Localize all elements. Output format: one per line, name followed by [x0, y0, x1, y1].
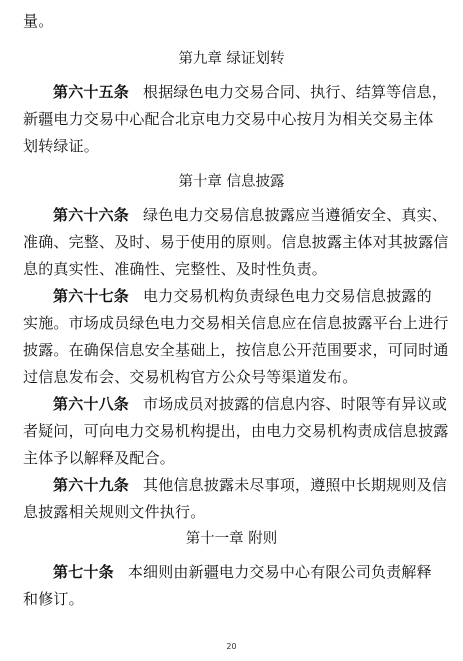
paragraph-line: 新疆电力交易中心配合北京电力交易中心按月为相关交易主体 [23, 110, 434, 128]
paragraph-line: 过信息发布会、交易机构官方公众号等渠道发布。 [23, 368, 358, 386]
paragraph-line [23, 79, 448, 106]
article-text: 电力交易机构负责绿色电力交易信息披露的 [143, 287, 432, 305]
article-65 [23, 79, 448, 160]
article-68 [23, 391, 449, 472]
article-text: 本细则由新疆电力交易中心有限公司负责解释 [127, 563, 432, 581]
article-number: 第六十七条 [53, 287, 130, 305]
paragraph-line: 者疑问，可向电力交易机构提出，由电力交易机构责成信息披露 [23, 422, 449, 440]
paragraph-line [23, 202, 448, 229]
paragraph-line [23, 391, 448, 418]
paragraph-line: 息的真实性、准确性、完整性、及时性负责。 [23, 260, 328, 278]
paragraph-line: 息披露相关规则文件执行。 [23, 503, 206, 521]
article-number: 第六十九条 [53, 476, 130, 494]
paragraph-line: 和修订。 [23, 590, 84, 608]
article-text: 市场成员对披露的信息内容、时限等有异议或 [143, 395, 448, 413]
paragraph-line: 准确、完整、及时、易于使用的原则。信息披露主体对其披露信 [23, 233, 449, 251]
article-number: 第六十六条 [53, 206, 130, 224]
article-70 [23, 559, 445, 613]
paragraph-line [23, 472, 448, 499]
article-text: 其他信息披露未尽事项，遵照中长期规则及信 [143, 476, 448, 494]
paragraph-line: 量。 [23, 12, 54, 30]
article-69 [23, 472, 448, 526]
paragraph-line [23, 283, 445, 310]
article-number: 第七十条 [53, 563, 114, 581]
paragraph-line: 划转绿证。 [23, 137, 100, 155]
article-number: 第六十五条 [53, 83, 130, 101]
paragraph-line: 实施。市场成员绿色电力交易相关信息应在信息披露平台上进行 [23, 314, 449, 332]
paragraph-line: 披露。在确保信息安全基础上，按信息公开范围要求，可同时通 [23, 341, 449, 359]
paragraph-line: 主体予以解释及配合。 [23, 449, 176, 467]
article-number: 第六十八条 [53, 395, 130, 413]
article-text: 绿色电力交易信息披露应当遵循安全、真实、 [143, 206, 448, 224]
continuation-text [23, 8, 445, 35]
chapter-heading-10: 第十章 信息披露 [178, 174, 285, 190]
article-66 [23, 202, 449, 283]
paragraph-line [23, 559, 445, 586]
page-number: 20 [226, 642, 237, 651]
chapter-heading-9: 第九章 绿证划转 [178, 51, 285, 67]
article-text: 根据绿色电力交易合同、执行、结算等信息， [143, 83, 448, 101]
chapter-heading-11: 第十一章 附则 [185, 531, 278, 547]
article-67 [23, 283, 449, 391]
